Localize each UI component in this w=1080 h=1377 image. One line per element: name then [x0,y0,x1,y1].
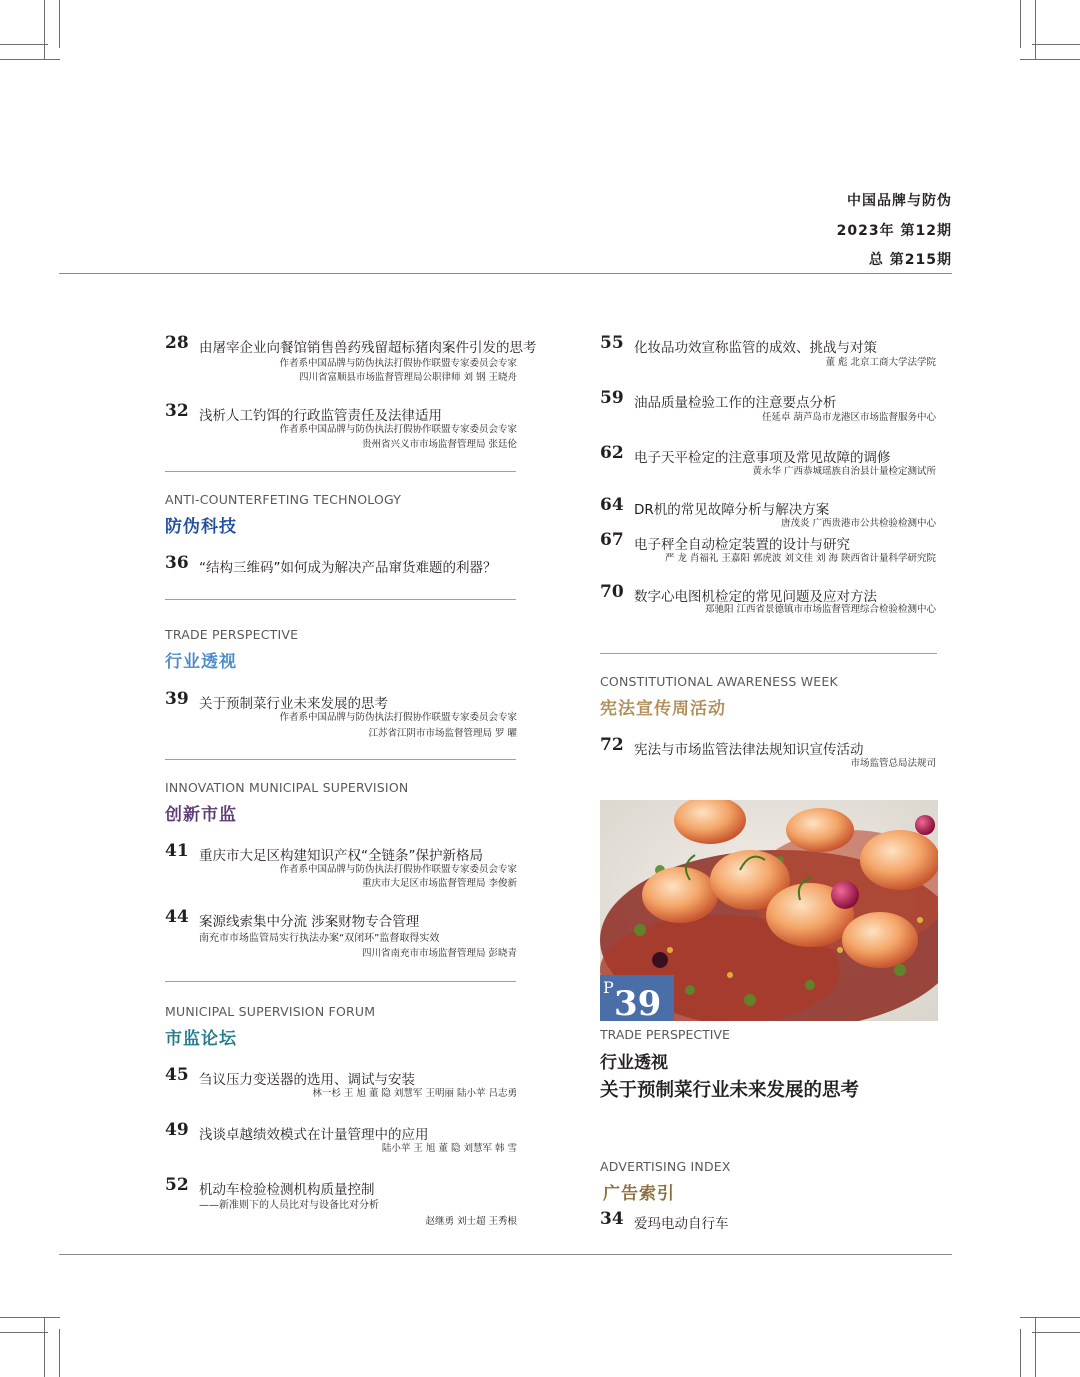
page-number: 52 [165,1175,189,1195]
page-number: 41 [165,841,189,861]
section-divider [165,759,516,760]
page-number: 28 [165,333,189,353]
crop-mark [1032,44,1080,45]
shrimp-dish-image [600,800,938,1021]
toc-entry[interactable] [165,907,517,960]
toc-entry[interactable] [600,582,936,615]
crop-mark [1035,0,1036,60]
header-rule [59,273,952,274]
author-line: 贵州省兴义市市场监督管理局 张廷伦 [361,439,517,450]
feature-article-title[interactable]: 关于预制菜行业未来发展的思考 [600,1080,860,1101]
crop-mark [59,0,60,48]
article-title: 由屠宰企业向餐馆销售兽药残留超标猪肉案件引发的思考 [199,340,537,356]
author-line: 四川省富顺县市场监督管理局公职律师 刘 钢 王晓舟 [298,372,517,383]
toc-entry[interactable] [600,1209,936,1232]
section-label-en: INNOVATION MUNICIPAL SUPERVISION [165,780,409,795]
feature-page-number: 39 [614,984,662,1021]
toc-entry[interactable] [165,841,517,890]
author-line: 重庆市大足区市场监督管理局 李俊新 [361,878,517,889]
article-title: 刍议压力变送器的选用、调试与安装 [199,1072,415,1088]
toc-entry[interactable] [165,1065,517,1099]
article-title: 重庆市大足区构建知识产权“全链条”保护新格局 [199,848,483,864]
author-line: 董 彪 北京工商大学法学院 [825,357,936,368]
crop-mark [0,44,48,45]
toc-entry[interactable] [165,401,517,450]
author-line: 作者系中国品牌与防伪执法打假协作联盟专家委员会专家 [279,712,517,723]
article-title: 机动车检验检测机构质量控制 [199,1182,375,1198]
toc-entry[interactable] [600,530,936,564]
feature-page-prefix: P [603,978,614,997]
author-line: 郑驰阳 江西省景德镇市市场监督管理综合检验检测中心 [704,604,936,615]
page-number: 59 [600,388,624,408]
section-divider [600,653,937,654]
section-label-en: TRADE PERSPECTIVE [165,627,299,642]
author-line: 林一杉 王 旭 董 隐 刘慧军 王明丽 陆小苹 吕志勇 [312,1088,517,1099]
crop-mark [44,0,45,60]
article-title: 浅谈卓越绩效模式在计量管理中的应用 [199,1127,429,1143]
crop-mark [1020,1329,1021,1377]
article-title: 电子天平检定的注意事项及常见故障的调修 [634,450,891,466]
author-line: 唐茂炎 广西贵港市公共检验检测中心 [780,518,936,529]
feature-section-cn: 行业透视 [600,1053,668,1073]
page-number: 36 [165,553,189,573]
page-number: 72 [600,735,624,755]
section-heading: 广告索引 [603,1184,675,1204]
toc-entry[interactable] [600,443,936,477]
article-title: 数字心电图机检定的常见问题及应对方法 [634,589,877,605]
crop-mark [44,1317,45,1377]
page-number: 39 [165,689,189,709]
crop-mark [1032,1332,1080,1333]
feature-section-en: TRADE PERSPECTIVE [600,1027,730,1042]
crop-mark [1020,1317,1080,1318]
toc-entry[interactable] [600,735,936,769]
section-label-en: CONSTITUTIONAL AWARENESS WEEK [600,674,838,689]
author-line: 黄永华 广西恭城瑶族自治县计量检定测试所 [752,466,936,477]
section-divider [165,981,516,982]
toc-entry[interactable] [165,689,517,739]
article-title: 浅析人工钓饵的行政监管责任及法律适用 [199,408,442,424]
toc-entry[interactable] [165,333,537,383]
section-label-en: ADVERTISING INDEX [600,1159,731,1174]
crop-mark [1020,59,1080,60]
toc-entry[interactable] [600,388,936,423]
page-number: 70 [600,582,624,602]
feature-photo[interactable] [600,800,938,1021]
total-issue: 总 第215期 [868,252,952,268]
article-title: 关于预制菜行业未来发展的思考 [199,696,388,712]
page-number: 67 [600,530,624,550]
toc-entry[interactable] [165,553,517,576]
section-label-en: ANTI-COUNTERFETING TECHNOLOGY [165,492,402,507]
page-number: 34 [600,1209,624,1229]
article-subtitle: 南充市市场监管局实行执法办案“双闭环”监督取得实效 [199,933,440,944]
article-title: 电子秤全自动检定装置的设计与研究 [634,537,850,553]
section-label-en: MUNICIPAL SUPERVISION FORUM [165,1004,376,1019]
section-heading: 宪法宣传周活动 [600,699,726,719]
page-number: 62 [600,443,624,463]
section-heading: 创新市监 [165,805,237,825]
article-subtitle: ——新准则下的人员比对与设备比对分析 [199,1200,379,1211]
section-heading: 市监论坛 [165,1029,237,1049]
author-line: 作者系中国品牌与防伪执法打假协作联盟专家委员会专家 [279,358,517,369]
crop-mark [1035,1317,1036,1377]
author-line: 作者系中国品牌与防伪执法打假协作联盟专家委员会专家 [279,424,517,435]
article-title: 案源线索集中分流 涉案财物专合管理 [199,914,420,930]
section-heading: 防伪科技 [165,517,237,537]
page-number: 49 [165,1120,189,1140]
advertiser-name: 爱玛电动自行车 [634,1216,729,1232]
crop-mark [0,1317,60,1318]
author-line: 严 龙 肖福礼 王嘉阳 郭虎波 刘文佳 刘 海 陕西省计量科学研究院 [664,553,936,564]
author-line: 赵继勇 刘士超 王秀根 [425,1216,517,1227]
article-title: 宪法与市场监管法律法规知识宣传活动 [634,742,864,758]
article-title: 化妆品功效宣称监管的成效、挑战与对策 [634,340,877,356]
issue-number: 2023年 第12期 [836,223,952,239]
section-divider [165,471,516,472]
page-number: 55 [600,333,624,353]
toc-entry[interactable] [165,1120,517,1154]
author-line: 市场监管总局法规司 [850,758,936,769]
crop-mark [59,1329,60,1377]
section-heading: 行业透视 [165,652,237,672]
crop-mark [0,1332,48,1333]
toc-entry[interactable] [165,1175,517,1228]
article-title: “结构三维码”如何成为解决产品窜货难题的利器？ [199,560,497,576]
toc-entry[interactable] [600,333,936,368]
magazine-title: 中国品牌与防伪 [847,193,952,209]
page-number: 44 [165,907,189,927]
footer-rule [59,1254,952,1255]
author-line: 任延卓 葫芦岛市龙港区市场监督服务中心 [761,412,936,423]
article-title: DR机的常见故障分析与解决方案 [634,502,830,518]
crop-mark [0,59,60,60]
author-line: 四川省南充市市场监督管理局 彭晓青 [361,948,517,959]
page-number: 64 [600,495,624,515]
crop-mark [1020,0,1021,48]
toc-entry[interactable] [600,495,936,529]
article-title: 油品质量检验工作的注意要点分析 [634,395,837,411]
author-line: 江苏省江阴市市场监督管理局 罗 曜 [368,728,517,739]
author-line: 陆小苹 王 旭 董 隐 刘慧军 韩 雪 [381,1143,517,1154]
page-number: 45 [165,1065,189,1085]
author-line: 作者系中国品牌与防伪执法打假协作联盟专家委员会专家 [279,864,517,875]
page-number: 32 [165,401,189,421]
section-divider [165,599,516,600]
